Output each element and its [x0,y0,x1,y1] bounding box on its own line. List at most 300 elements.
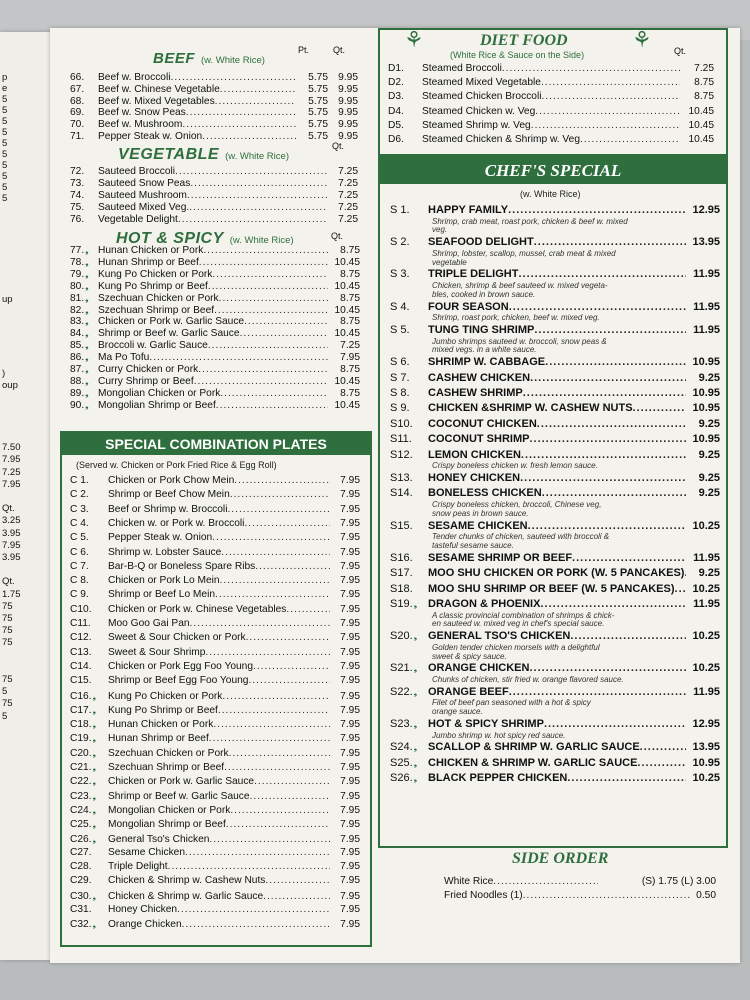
leader-dots [215,96,296,108]
item-name: HAPPY FAMILY [428,204,509,216]
diet-col-qt: Qt. [674,46,687,56]
item-name: Mongolian Shrimp or Beef [108,819,226,831]
edge-text: 1.75 [2,588,21,600]
item-number: 84.❟ [70,328,89,340]
item-name: SHRIMP W. CABBAGE [428,356,546,369]
item-price: 8.75 [340,364,360,375]
menu-row [70,178,358,190]
item-number: C 5. [70,532,89,544]
item-price: 9.95 [338,72,358,83]
menu-row [390,449,720,461]
item-number: C 9. [70,589,89,601]
hot-spicy-icon: ❟ [413,599,418,609]
menu-row [390,487,720,499]
edge-text: 7.95 [2,454,21,466]
item-name: BLACK PEPPER CHICKEN [428,772,568,785]
leader-dots [246,632,330,644]
item-price: 10.95 [692,356,720,369]
hot_spicy-subtitle: (w. White Rice) [229,235,294,246]
leader-dots [529,662,686,674]
menu-row [70,747,360,760]
leader-dots [286,604,330,616]
menu-row [70,532,360,544]
item-number: C26.❟ [70,833,97,845]
item-name: Sauteed Broccoli [98,166,176,177]
dish-description: Shrimp, roast pork, chicken, beef w. mixed veg. [432,313,600,323]
item-name: DRAGON & PHOENIX [428,598,541,610]
menu-page [50,28,740,963]
leader-dots [215,589,330,601]
menu-row [70,647,360,659]
item-price: 7.95 [340,776,360,788]
item-price: 7.25 [694,63,714,74]
item-number: S15. [390,519,413,532]
diet-subtitle: (White Rice & Sauce on the Side) [450,50,585,60]
item-name: Sauteed Mushroom [98,190,187,201]
edge-text: Qt. [2,576,15,588]
item-number: C 1. [70,475,89,486]
menu-row [390,583,720,595]
leader-dots [263,891,330,903]
chef-title: CHEF'S SPECIAL [380,158,726,184]
item-name: Shrimp or Beef Chow Mein [108,489,230,501]
edge-text: 75 [2,600,13,612]
item-name: Shrimp or Beef w. Garlic Sauce [108,790,250,802]
beef-col-qt: Qt. [333,45,346,55]
item-number: S 1. [390,204,410,216]
item-price: 5.75 [308,72,328,83]
item-number: 69. [70,107,85,119]
menu-row [70,166,358,178]
leader-dots [244,518,330,530]
item-number: 78.❟ [70,256,89,268]
item-number: D3. [388,91,404,103]
item-number: C30.❟ [70,890,97,902]
item-name: Kung Po Chicken or Pork [108,690,223,702]
hot-spicy-icon: ❟ [92,719,97,730]
item-name: Mongolian Chicken or Pork [98,387,221,399]
hot-spicy-icon: ❟ [85,268,89,279]
menu-row [70,732,360,745]
item-price: 7.25 [338,214,358,225]
menu-row [390,552,720,564]
menu-row [70,718,360,731]
hot-spicy-icon: ❟ [92,890,97,901]
hot-spicy-icon: ❟ [85,292,89,303]
hot-spicy-icon: ❟ [92,833,97,844]
item-price: 9.95 [338,83,358,95]
item-number: S14. [390,487,413,500]
item-number: S20.❟ [390,630,418,643]
edge-text: 75 [2,674,13,685]
leader-dots [580,134,680,146]
edge-text: 7.50 [2,442,21,454]
leader-dots [572,552,686,564]
hot-spicy-icon: ❟ [85,399,89,410]
item-price: 7.95 [340,690,360,702]
leader-dots [518,268,686,280]
item-number: 90.❟ [70,399,89,411]
hot-spicy-icon: ❟ [85,387,89,398]
menu-row [70,84,358,96]
menu-row [390,387,720,399]
item-name: COCONUT SHRIMP [428,433,530,446]
item-price: 5.75 [308,95,328,107]
item-price: 7.95 [340,603,360,615]
dish-description: Jumbo shrimps sauteed w. broccoli, snow peas & [432,336,607,346]
edge-text: Qt. [2,503,15,515]
hot-spicy-icon: ❟ [92,704,97,715]
leader-dots [675,583,686,595]
item-price: 11.95 [693,268,720,281]
item-name: CHICKEN & SHRIMP W. GARLIC SAUCE [428,756,638,769]
leader-dots [529,433,686,445]
item-price: 11.95 [693,324,720,336]
menu-row [416,876,716,888]
item-number: S 5. [390,324,410,336]
item-number: 66. [70,72,85,83]
edge-text: 75 [2,698,13,710]
item-price: 9.25 [698,487,720,500]
item-number: S12. [390,448,413,461]
item-number: C19.❟ [70,733,97,745]
item-number: C13. [70,646,92,658]
menu-row [70,761,360,774]
item-price: 7.25 [338,202,358,213]
item-name: Shrimp or Beef w. Garlic Sauce [98,328,240,340]
edge-text: 5 [2,105,8,116]
item-price: 9.25 [698,417,720,430]
hot-spicy-col-qt: Qt. [331,231,344,241]
item-name: HONEY CHICKEN [428,472,521,484]
item-number: 75. [70,202,85,213]
item-name: TRIPLE DELIGHT [428,268,519,281]
leader-dots [570,630,686,642]
edge-text: p [2,72,8,83]
dish-description: Shrimp, lobster, scallop, mussel, crab meat & mixed [432,248,616,258]
leader-dots [229,748,330,760]
item-price: 11.95 [693,300,720,313]
item-name: Pepper Steak w. Onion [98,131,203,142]
item-number: 88.❟ [70,375,89,387]
item-name: Moo Goo Gai Pan [108,618,190,629]
item-number: S 7. [390,371,410,384]
chef-subtitle: (w. White Rice) [520,189,581,199]
beef-subtitle: (w. White Rice) [201,55,265,66]
item-name: Szechuan Chicken or Pork [98,292,219,304]
menu-row [70,804,360,817]
leader-dots [190,178,328,190]
hot-spicy-icon: ❟ [85,352,89,363]
edge-text: 5 [2,193,8,204]
item-number: S23.❟ [390,718,418,730]
item-price: 11.95 [693,598,720,610]
item-price: 7.95 [340,675,360,687]
item-number: S18. [390,582,413,595]
menu-row [388,77,714,89]
leader-dots [182,919,330,931]
hot_spicy-heading: HOT & SPICY [116,230,224,247]
leader-dots [202,131,296,143]
edge-text: 5 [2,138,8,149]
hot-spicy-icon: ❟ [85,328,89,339]
item-number: 89.❟ [70,387,89,399]
item-number: S16. [390,551,413,564]
item-price: 7.95 [340,575,360,587]
item-number: C12. [70,632,92,644]
hot-spicy-icon: ❟ [85,245,89,255]
item-price: 7.95 [340,747,360,759]
hot-spicy-icon: ❟ [92,776,97,787]
item-name: Orange Chicken [108,919,182,931]
edge-text: 3.95 [2,527,21,539]
item-number: C24.❟ [70,804,97,816]
leader-dots [255,561,330,573]
item-name: Beef w. Mixed Vegetables [98,95,215,107]
item-price: 9.95 [338,95,358,107]
item-number: S 2. [390,236,410,249]
item-name: Ma Po Tofu [98,352,150,364]
item-price: 7.95 [340,846,360,858]
leader-dots [534,236,686,248]
item-number: 70. [70,119,85,131]
menu-row [70,661,360,673]
item-name: SESAME CHICKEN [428,519,528,532]
item-number: 68. [70,95,85,107]
item-name: General Tso's Chicken [108,833,210,845]
item-number: S10. [390,417,413,430]
item-number: 79.❟ [70,268,89,280]
menu-row [390,324,720,336]
item-number: C 4. [70,517,89,529]
hot-spicy-icon: ❟ [85,304,89,315]
item-name: CHICKEN &SHRIMP W. CASHEW NUTS [428,402,633,415]
item-price: 5.75 [308,107,328,119]
leader-dots [218,705,330,717]
leader-dots [209,733,330,745]
item-price: (S) 1.75 (L) 3.00 [641,876,716,887]
item-number: C32.❟ [70,919,97,931]
item-number: S 8. [390,387,410,399]
item-price: 7.95 [340,660,360,672]
menu-row [70,575,360,587]
leader-dots [637,757,686,769]
leader-dots [224,762,330,774]
hot-spicy-icon: ❟ [85,280,89,291]
item-name: Chicken & Shrimp w. Cashew Nuts [108,875,266,887]
leader-dots [520,472,686,484]
menu-row [390,301,720,313]
item-name: Chicken or Pork Lo Mein [108,575,220,587]
hot-spicy-icon: ❟ [92,919,97,930]
item-price: 7.95 [340,589,360,601]
leader-dots [234,475,330,487]
item-price: 13.95 [692,236,720,249]
dish-description: Shrimp, crab meat, roast pork, chicken & beef w. mixed [432,216,628,226]
item-number: C 2. [70,489,89,501]
item-name: Bar-B-Q or Boneless Spare Ribs [108,560,256,572]
item-name: Fried Noodles (1) [444,890,523,901]
item-number: C27. [70,846,92,858]
item-name: SESAME SHRIMP OR BEEF [428,551,573,564]
item-name: Kung Po Shrimp or Beef [98,280,208,292]
menu-row [70,96,358,108]
edge-text: 5 [2,171,8,182]
menu-row [416,890,716,902]
item-name: Hunan Chicken or Pork [98,245,204,256]
leader-dots [540,598,686,610]
item-name: Chicken or Pork w. Garlic Sauce [98,316,245,328]
item-name: Szechuan Chicken or Pork [108,747,229,759]
item-price: 7.95 [340,503,360,515]
item-number: 86.❟ [70,352,89,364]
item-price: 9.25 [698,567,720,580]
leader-dots [230,805,330,817]
menu-row [390,204,720,216]
dish-description: Chunks of chicken, stir fried w. orange flavored sauce. [432,675,624,684]
dish-description: Chicken, shrimp & beef sauteed w. mixed vegeta- [432,281,608,290]
menu-row [390,520,720,532]
menu-row [70,107,358,119]
item-price: 7.95 [340,517,360,529]
item-name: Chicken or Pork Egg Foo Young [108,660,253,672]
leader-dots [509,301,686,313]
menu-row [70,790,360,803]
menu-row [70,190,358,202]
edge-text: up [2,294,13,305]
hot-spicy-icon: ❟ [85,375,89,386]
leader-dots [178,214,328,226]
menu-row [390,741,720,753]
hot-spicy-icon: ❟ [413,773,418,784]
item-name: Steamed Chicken w. Veg [422,105,536,117]
item-price: 13.95 [692,741,720,754]
hot-spicy-icon: ❟ [413,631,418,642]
item-name: Steamed Chicken & Shrimp w. Veg [422,134,580,145]
item-number: S21.❟ [390,662,418,675]
hot-spicy-icon: ❟ [413,742,418,753]
leader-dots [170,72,296,84]
hot-spicy-icon: ❟ [92,804,97,815]
menu-row [388,134,714,146]
item-name: Chicken or Pork Chow Mein [108,475,235,486]
menu-row [390,686,720,698]
item-price: 7.95 [340,762,360,773]
item-name: BONELESS CHICKEN [428,487,542,500]
hot-spicy-icon: ❟ [85,316,89,327]
item-price: 7.95 [340,875,360,887]
item-number: 77.❟ [70,245,89,256]
item-name: SCALLOP & SHRIMP W. GARLIC SAUCE [428,741,640,754]
item-name: CASHEW CHICKEN [428,371,531,384]
menu-row [390,772,720,784]
item-name: Honey Chicken [108,904,178,915]
hot-spicy-icon: ❟ [85,340,89,351]
dish-description: sweet & spicy sauce. [432,651,507,661]
item-price: 10.25 [692,662,720,675]
item-name: TUNG TING SHRIMP [428,324,535,336]
item-price: 7.95 [340,861,360,873]
item-price: 7.25 [340,340,360,352]
item-name: Kung Po Chicken or Pork [98,268,213,280]
item-price: 7.95 [340,733,360,745]
item-price: 12.95 [692,718,720,730]
item-name: Shrimp or Beef Lo Mein [108,589,216,601]
item-name: Sauteed Snow Peas [98,178,191,189]
item-price: 8.75 [340,292,360,304]
leader-dots [265,875,330,887]
item-name: Szechuan Shrimp or Beef [108,762,225,773]
item-price: 7.95 [340,804,360,816]
menu-row [390,372,720,384]
item-price: 7.95 [340,904,360,915]
item-price: 10.45 [334,375,360,387]
item-name: Hunan Chicken or Pork [108,719,214,731]
dish-description: A classic provincial combination of shrimps & chick- [432,610,615,620]
figure-icon: ⚘ [632,27,652,52]
item-number: S 4. [390,300,410,313]
leader-dots [213,719,330,731]
menu-row [70,704,360,717]
menu-row [70,675,360,687]
leader-dots [220,84,296,96]
leader-dots [523,387,686,399]
item-price: 5.75 [308,131,328,142]
item-number: C18.❟ [70,719,97,731]
item-price: 7.95 [340,632,360,644]
item-number: S26.❟ [390,772,418,785]
item-number: S25.❟ [390,756,418,769]
menu-row [70,890,360,903]
leader-dots [508,204,686,216]
vegetable-subtitle: (w. White Rice) [225,151,289,162]
item-price: 10.25 [692,519,720,532]
menu-row [70,518,360,530]
item-price: 9.25 [698,371,720,384]
vegetable-col-qt: Qt. [332,141,345,151]
dish-description: mixed vegs. in a white sauce. [432,345,537,355]
item-price: 7.95 [340,560,360,572]
item-name: Sauteed Mixed Veg. [98,202,190,213]
dish-description: tasteful sesame sauce. [432,541,514,550]
leader-dots [530,372,686,384]
item-number: 71. [70,131,85,142]
item-price: 7.95 [340,475,360,486]
item-price: 9.25 [698,472,720,484]
leader-dots [177,904,330,916]
leader-dots [230,489,330,501]
menu-row [70,604,360,616]
menu-row [390,418,720,430]
item-price: 7.95 [340,890,360,902]
item-number: C23.❟ [70,790,97,802]
item-number: C20.❟ [70,747,97,759]
item-name: ORANGE BEEF [428,685,509,698]
item-price: 7.95 [340,532,360,544]
edge-text: 3.95 [2,552,21,563]
item-number: D1. [388,63,404,74]
item-price: 7.95 [340,919,360,931]
leader-dots [523,890,690,902]
item-name: Hunan Shrimp or Beef [108,733,209,745]
item-number: C25.❟ [70,819,97,831]
item-number: C17.❟ [70,704,97,716]
item-number: 73. [70,178,85,189]
menu-row [70,131,358,143]
item-number: C 6. [70,546,89,558]
menu-row [70,818,360,831]
menu-row [70,214,358,226]
